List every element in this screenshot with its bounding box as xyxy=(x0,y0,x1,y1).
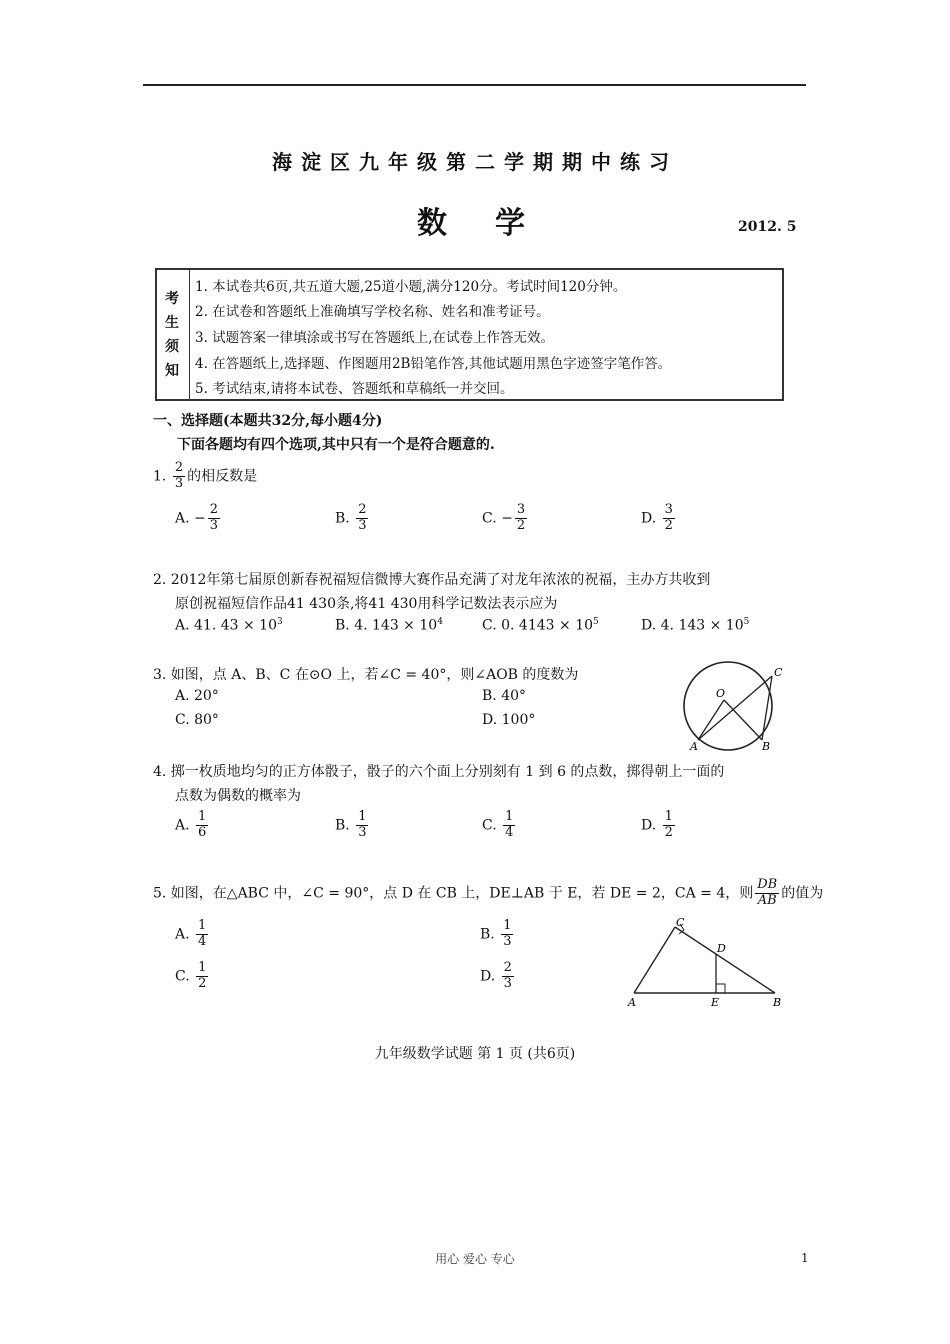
question-5-stem: 5. 如图，在△ABC 中，∠C = 90°，点 D 在 CB 上，DE⊥AB 于 E，若 DE = 2，CA = 4，则 $\frac{DB}{AB}$ 的值为 xyxy=(153,877,824,908)
question-number: 1. xyxy=(153,468,167,485)
notice-char: 知 xyxy=(165,363,179,379)
option-d[interactable]: D. 4. $143 \times 10^5$ xyxy=(641,617,750,634)
option-a[interactable]: A. $\frac{1}{6}$ xyxy=(175,809,207,840)
option-d[interactable]: D. $\frac{3}{2}$ xyxy=(641,502,673,533)
segment-ac xyxy=(634,927,675,993)
notice-char: 须 xyxy=(165,339,179,355)
segment-oa xyxy=(698,700,724,740)
notice-side-label xyxy=(157,270,190,399)
segment-ob xyxy=(724,700,762,740)
page-number: 1 xyxy=(801,1251,809,1265)
question-4-line-1: 4. 掷一枚质地均匀的正方体骰子，骰子的六个面上分别刻有 1 到 6 的点数，掷得朝上一面的 xyxy=(153,764,725,780)
option-b[interactable]: B. 40° xyxy=(482,688,527,704)
question-1 xyxy=(153,461,257,492)
triangle-figure xyxy=(620,914,795,1010)
notice-box xyxy=(155,268,784,401)
notice-line: 4. 在答题纸上,选择题、作图题用2B铅笔作答,其他试题用黑色字迹签字笔作答。 xyxy=(195,356,672,372)
label-d: D xyxy=(717,942,726,955)
notice-char: 生 xyxy=(165,315,179,331)
option-c[interactable]: C. 80° xyxy=(175,712,219,728)
top-rule xyxy=(143,84,806,86)
subject-title: 数学 xyxy=(417,206,573,241)
page-caption: 九年级数学试题 第 1 页 (共6页) xyxy=(374,1046,576,1062)
label-a: A xyxy=(690,740,698,752)
label-c: C xyxy=(774,666,783,679)
footer-motto: 用心 爱心 专心 xyxy=(435,1252,515,1266)
option-a[interactable]: A. 41. $43 \times 10^3$ xyxy=(175,617,283,634)
question-stem: 的相反数是 xyxy=(187,468,258,485)
circle-figure xyxy=(676,660,796,752)
label-e: E xyxy=(711,996,720,1009)
label-o: O xyxy=(716,687,726,700)
label-b: B xyxy=(773,996,782,1009)
segment-cb xyxy=(675,927,775,993)
notice-line: 1. 本试卷共6页,共五道大题,25道小题,满分120分。考试时间120分钟。 xyxy=(195,279,627,295)
label-c: C xyxy=(676,916,685,929)
segment-ac xyxy=(698,676,772,740)
option-b[interactable]: B. $\frac{1}{3}$ xyxy=(335,809,367,840)
question-4-line-2: 点数为偶数的概率为 xyxy=(175,788,301,804)
option-c[interactable]: C. − $\frac{3}{2}$ xyxy=(482,502,526,533)
option-d[interactable]: D. $\frac{1}{2}$ xyxy=(641,809,673,840)
notice-line: 3. 试题答案一律填涂或书写在答题纸上,在试卷上作答无效。 xyxy=(195,330,554,346)
notice-char: 考 xyxy=(165,291,179,307)
option-b[interactable]: B. 4. $143 \times 10^4$ xyxy=(335,617,443,634)
question-2-line-2: 原创祝福短信作品41 430条,将41 430用科学记数法表示应为 xyxy=(175,596,558,612)
option-b[interactable]: B. $\frac{2}{3}$ xyxy=(335,502,367,533)
option-c[interactable]: C. $\frac{1}{4}$ xyxy=(482,809,514,840)
notice-line: 2. 在试卷和答题纸上准确填写学校名称、姓名和准考证号。 xyxy=(195,304,550,320)
option-c[interactable]: C. 0. $4143 \times 10^5$ xyxy=(482,617,599,634)
right-angle-e xyxy=(716,984,725,993)
section-title: 一、选择题(本题共32分,每小题4分) xyxy=(153,413,383,429)
option-a[interactable]: A. − $\frac{2}{3}$ xyxy=(175,502,219,533)
exam-title: 海淀区九年级第二学期期中练习 xyxy=(272,150,678,174)
option-a[interactable]: A. 20° xyxy=(175,688,219,704)
question-2-line-1: 2. 2012年第七届原创新春祝福短信微博大赛作品充满了对龙年浓浓的祝福，主办方共收到 xyxy=(153,572,711,588)
option-a[interactable]: A. $\frac{1}{4}$ xyxy=(175,918,207,949)
section-instruction: 下面各题均有四个选项,其中只有一个是符合题意的. xyxy=(177,437,495,453)
notice-line: 5. 考试结束,请将本试卷、答题纸和草稿纸一并交回。 xyxy=(195,381,514,397)
option-d[interactable]: D. 100° xyxy=(482,712,536,728)
exam-date: 2012. 5 xyxy=(738,219,797,235)
option-d[interactable]: D. $\frac{2}{3}$ xyxy=(480,960,512,991)
label-a: A xyxy=(628,996,636,1009)
option-c[interactable]: C. $\frac{1}{2}$ xyxy=(175,960,207,991)
fraction: $\frac{2}{3}$ xyxy=(174,460,184,491)
fraction: $\frac{DB}{AB}$ xyxy=(757,877,778,908)
question-3-stem: 3. 如图，点 A、B、C 在⊙O 上，若∠C = 40°，则∠AOB 的度数为 xyxy=(153,667,579,683)
option-b[interactable]: B. $\frac{1}{3}$ xyxy=(480,918,512,949)
label-b: B xyxy=(762,740,771,752)
